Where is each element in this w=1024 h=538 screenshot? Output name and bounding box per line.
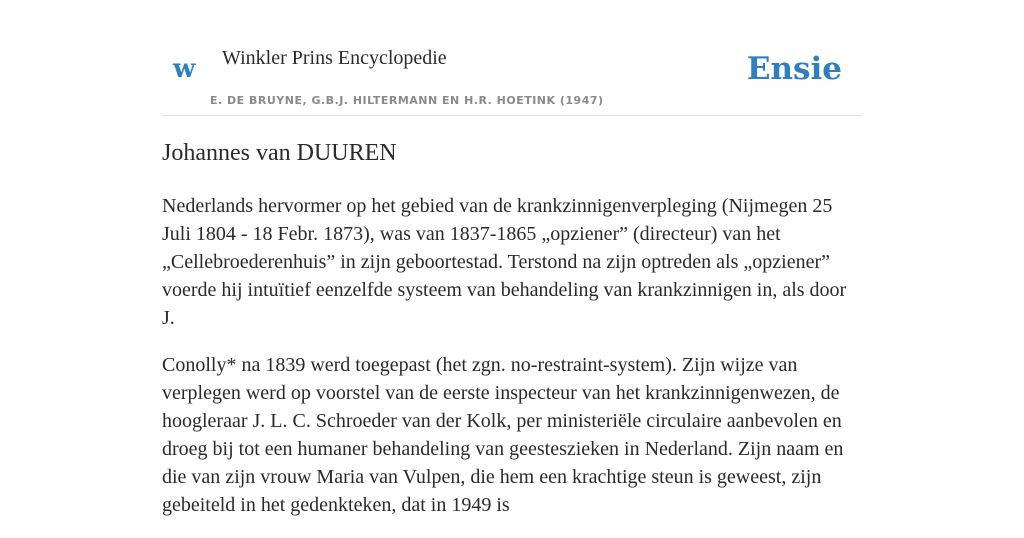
site-header xyxy=(162,40,862,116)
article-body xyxy=(162,192,862,538)
ensie-brand-link[interactable]: Ensie xyxy=(746,51,842,87)
site-title[interactable]: Winkler Prins Encyclopedie xyxy=(222,47,447,69)
article-headword: Johannes van DUUREN xyxy=(162,140,397,166)
article-paragraph: Nederlands hervormer op het gebied van de krankzinnigenverpleging (Nijmegen 25 Juli 1804 - 18 Febr. 1873), was van 1837-1865 „opziener” (directeur) van het „Cellebroederenhuis” in zijn geboortestad. Terstond na zijn optreden als „opziener” voerde hij intuïtief eenzelfde systeem van behandeling van krankzinnigen in, als door J. xyxy=(162,195,847,329)
winkler-prins-logo[interactable]: w xyxy=(173,54,196,84)
article-paragraph: Conolly* na 1839 werd toegepast (het zgn. no-restraint-system). Zijn wijze van verplegen werd op voorstel van de eerste inspecteur van het krankzinnigenwezen, de hoogleraar J. L. C. Schroeder van der Kolk, per ministeriële circulaire aanbevolen en droeg bij tot een humaner behandeling van geesteszieken in Nederland. Zijn naam en die van zijn vrouw Maria van Vulpen, die hem een krachtige steun is geweest, zijn gebeiteld in het gedenkteken, dat in 1949 is xyxy=(162,354,844,516)
site-authors: E. DE BRUYNE, G.B.J. HILTERMANN EN H.R. HOETINK (1947) xyxy=(210,94,604,107)
